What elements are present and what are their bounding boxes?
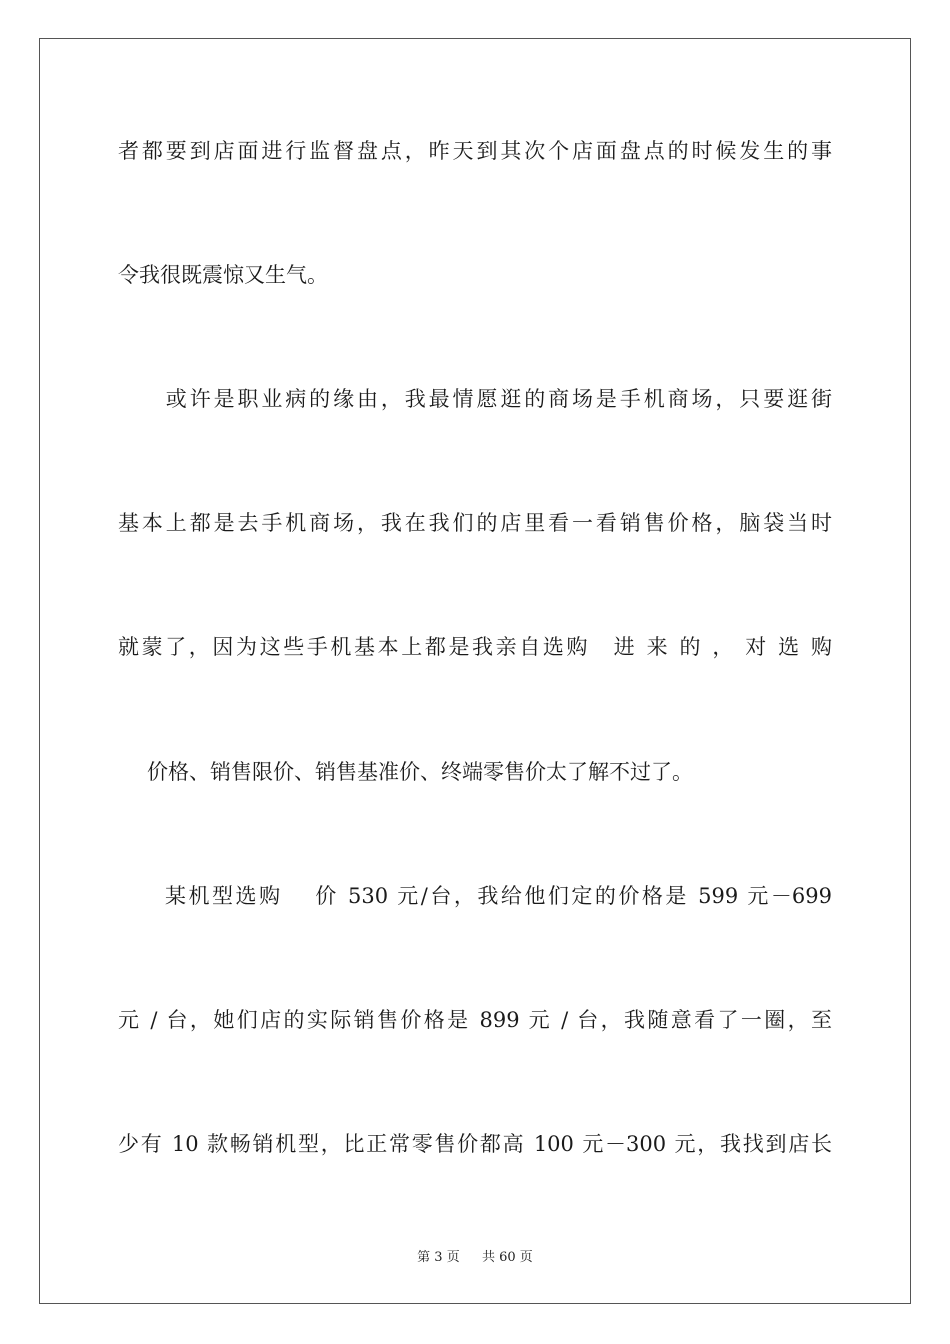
- paragraph-line-8: 元 / 台，她们店的实际销售价格是 899 元 / 台，我随意看了一圈，至: [118, 1008, 832, 1032]
- paragraph-line-9: 少有 10 款畅销机型，比正常零售价都高 100 元－300 元，我找到店长: [118, 1132, 832, 1156]
- page-footer: [0, 1246, 950, 1265]
- paragraph-line-5: 就蒙了，因为这些手机基本上都是我亲自选购 进 来 的 ， 对 选 购: [118, 635, 832, 659]
- paragraph-line-3: 或许是职业病的缘由，我最情愿逛的商场是手机商场，只要逛街: [118, 387, 832, 411]
- paragraph-line-2: 令我很既震惊又生气。: [118, 263, 328, 287]
- page-border: [39, 38, 911, 1304]
- paragraph-line-7: 某机型选购 价 530 元/台，我给他们定的价格是 599 元－699: [118, 884, 832, 908]
- paragraph-line-1: 者都要到店面进行监督盘点，昨天到其次个店面盘点的时候发生的事: [118, 139, 832, 163]
- paragraph-line-4: 基本上都是去手机商场，我在我们的店里看一看销售价格，脑袋当时: [118, 511, 832, 535]
- page-total: 共 60 页: [482, 1250, 533, 1265]
- page-number: 第 3 页: [417, 1250, 460, 1265]
- paragraph-line-6: 价格、销售限价、销售基准价、终端零售价太了解不过了。: [126, 760, 693, 784]
